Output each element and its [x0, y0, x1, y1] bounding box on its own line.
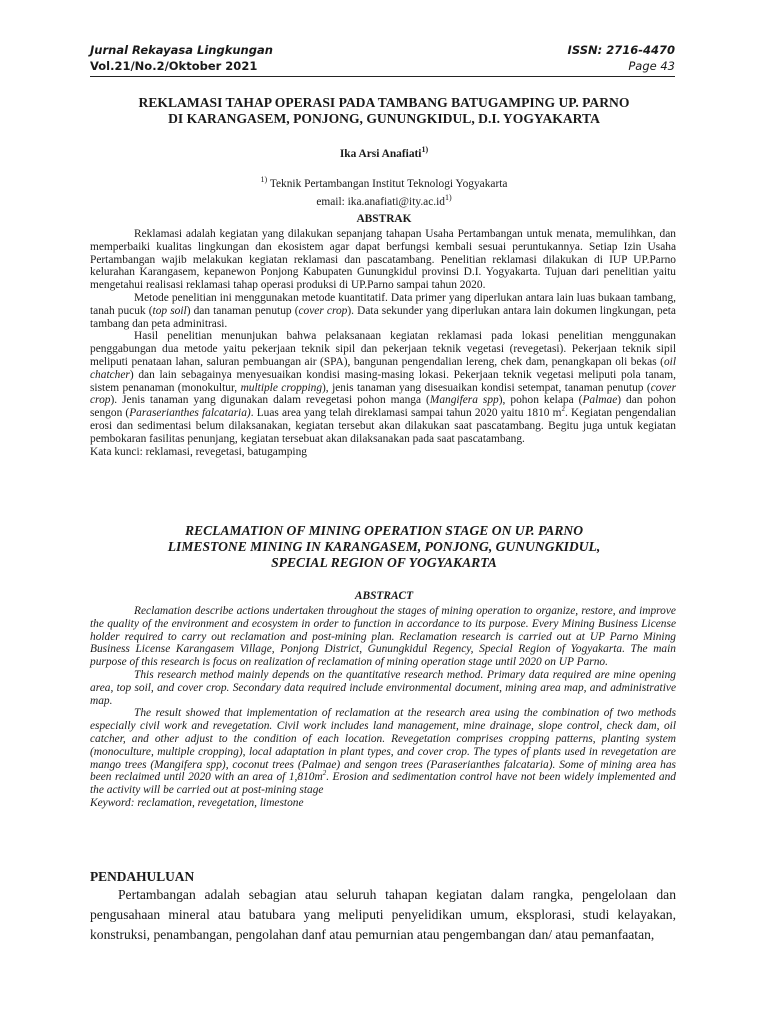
- title-en-line-2: LIMESTONE MINING IN KARANGASEM, PONJONG, GUNUNGKIDUL,: [167, 539, 601, 554]
- paper-title-en: [70, 523, 698, 571]
- abstract-paragraph-1: Reclamation describe actions undertaken throughout the stages of mining operation to organize, restore, and improve the quality of the environment and ecosystem in order to function in accordance to its purpose. Every Mining Business License holder required to carry out reclamation and post-mining plan. Reclamation research is carried out at UP Parno Mining Business License Karangasem Village, Ponjong District, Gunungkidul Regency, Special Region of Yogyakarta. The main purpose of this research is focus on realization of reclamation of mining operation stage until 2020 on UP Parno.: [90, 605, 676, 669]
- page-number: Page 43: [628, 59, 675, 73]
- header-rule: [90, 76, 675, 77]
- abstrak-heading: ABSTRAK: [356, 213, 412, 225]
- abstrak-paragraph-3: Hasil penelitian menunjukan bahwa pelaksanaan kegiatan reklamasi pada lokasi penelitian menggunakan penggabungan dua metode yaitu pekerjaan teknik sipil dan pekerjaan teknik vegetasi (revegetasi). Pekerjaan teknik sipil meliputi penataan lahan, saluran pembuangan air (SPA), bangunan pengendalian lereng, chek dam, penangkapan oli bekas (oil chatcher) dan lain sebagainya menyesuaikan kondisi masing-masing lokasi. Pekerjaan teknik vegetasi meliputi pola tanam, sistem penanaman (monokultur, multiple cropping), jenis tanaman yang disesuaikan kondisi setempat, tanaman penutup (cover crop). Jenis tanaman yang digunakan dalam revegetasi pohon manga (Mangifera spp), pohon kelapa (Palmae) dan pohon sengon (Paraserianthes falcataria). Luas area yang telah direklamasi sampai tahun 2020 yaitu 1810 $m^2$. Kegiatan pengendalian erosi dan sedimentasi belum dilaksanakan, kegiatan tersebut akan dilakukan saat pascatambang. Begitu juga untuk kegiatan pembokaran fasilitas penunjang, kegiatan tersebuat akan dilaksanakan pada saat pascatambang.: [90, 330, 676, 445]
- title-id-line-1: REKLAMASI TAHAP OPERASI PADA TAMBANG BATUGAMPING UP. PARNO: [138, 95, 630, 110]
- volume-info: Vol.21/No.2/Oktober 2021: [90, 59, 258, 73]
- title-id-line-2: DI KARANGASEM, PONJONG, GUNUNGKIDUL, D.I. YOGYAKARTA: [168, 111, 600, 126]
- affiliation: [80, 173, 688, 209]
- author-email: email: ika.anafiati@ity.ac.id: [316, 195, 445, 208]
- title-en-line-1: RECLAMATION OF MINING OPERATION STAGE ON UP. PARNO: [184, 523, 584, 538]
- abstrak-body: [90, 228, 676, 458]
- abstrak-paragraph-2: Metode penelitian ini menggunakan metode kuantitatif. Data primer yang diperlukan antara lain luas bukaan tambang, tanah pucuk (top soil) dan tanaman penutup (cover crop). Data sekunder yang diperlukan antara lain dokumen lingkungan, peta tambang dan peta adminitrasi.: [90, 291, 676, 330]
- email-sup: 1): [445, 192, 452, 202]
- abstract-paragraph-2: This research method mainly depends on the quantitative research method. Primary data required are mine opening area, top soil, and cover crop. Secondary data required include environmental document, mining area map, and administrative map.: [90, 668, 676, 707]
- abstract-keywords: Keyword: reclamation, revegetation, limestone: [90, 796, 304, 809]
- author-sup: 1): [421, 145, 429, 154]
- abstract-heading: ABSTRACT: [354, 590, 414, 602]
- pendahuluan-body: [90, 885, 676, 945]
- abstrak-keywords: Kata kunci: reklamasi, revegetasi, batugamping: [90, 445, 307, 458]
- affiliation-sup: 1): [260, 175, 268, 184]
- abstract-paragraph-3: The result showed that implementation of reclamation at the research area using the combination of two methods especially civil work and revegetation. Civil work includes land management, mine drainage, slope control, check dam, oil catcher, and other adjust to the condition of each location. Revegetation comprises cropping patterns, planting system (monoculture, multiple cropping), local adaptation in plant types, and cover crop. The types of plants used in revegetation are mango trees (Mangifera spp), coconut trees (Palmae) and sengon trees (Paraserianthes falcataria). Some of mining area has been reclaimed until 2020 with an area of $1,810m^2$. Erosion and sedimentation control have not been widely implemented and the activity will be carried out at post-mining stage: [90, 707, 676, 797]
- section-heading-pendahuluan: PENDAHULUAN: [90, 869, 195, 884]
- journal-name: Jurnal Rekayasa Lingkungan: [90, 43, 273, 57]
- pendahuluan-paragraph-1: Pertambangan adalah sebagian atau seluruh tahapan kegiatan dalam rangka, pengelolaan dan pengusahaan mineral atau batubara yang meliputi penyelidikan umum, eksplorasi, studi kelayakan, konstruksi, penambangan, pengolahan danf atau pemurnian atau pengembangan dan/ atau pemanfaatan,: [90, 887, 676, 942]
- title-en-line-3: SPECIAL REGION OF YOGYAKARTA: [271, 555, 497, 570]
- affiliation-institution: Teknik Pertambangan Institut Teknologi Yogyakarta: [267, 177, 508, 190]
- issn: ISSN: 2716-4470: [567, 43, 675, 57]
- paper-title-id: [70, 95, 698, 127]
- author-name: Ika Arsi Anafiati: [339, 147, 422, 160]
- abstrak-paragraph-1: Reklamasi adalah kegiatan yang dilakukan sepanjang tahapan Usaha Pertambangan untuk menata, memulihkan, dan memperbaiki kualitas lingkungan dan ekosistem agar dapat berfungsi kembali sesuai peruntukannya. Setiap Izin Usaha Pertambangan wajib melakukan kegiatan reklamasi dan pascatambang. Penelitian reklamasi dilakukan di IUP UP.Parno kelurahan Karangasem, kepanewon Ponjong Kabupaten Gunungkidul provinsi D.I. Yogyakarta. Tujuan dari penelitian yaitu mengetahui realisasi reklamasi tahap operasi produksi di UP.Parno sampai tahun 2020.: [90, 228, 676, 292]
- abstract-body: [90, 605, 676, 810]
- author: [80, 143, 688, 161]
